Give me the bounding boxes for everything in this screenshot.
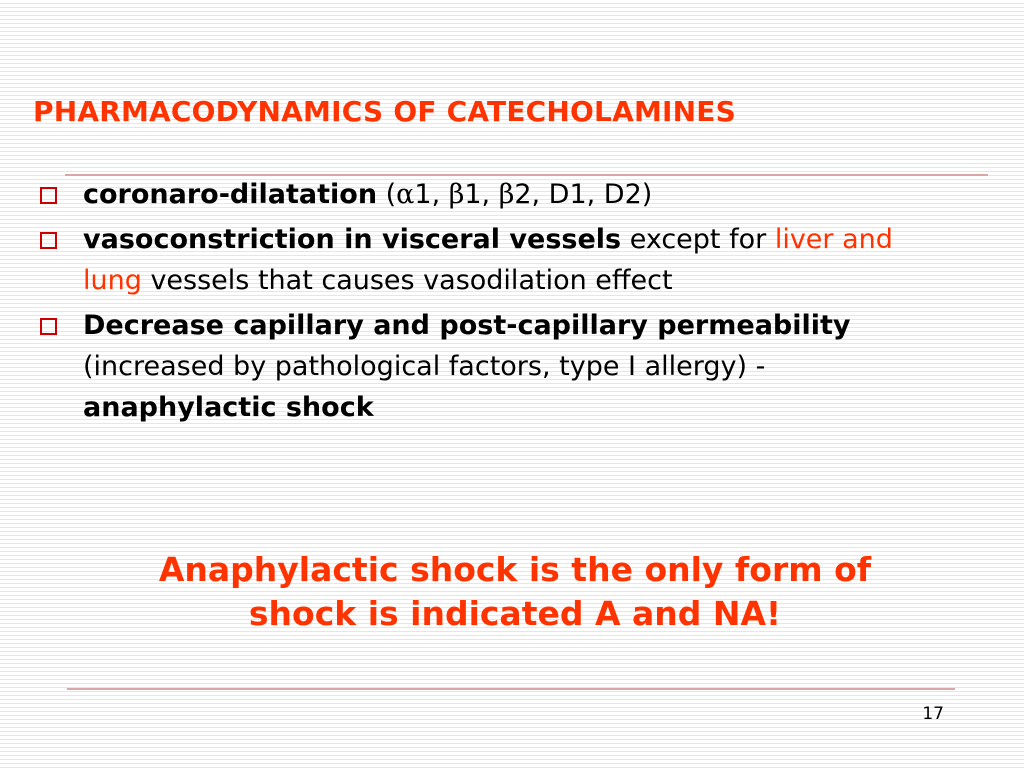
bullet-highlighted-text: liver and lung bbox=[83, 224, 893, 296]
alpha-symbol: α bbox=[396, 179, 415, 210]
bullet-text: except for bbox=[621, 224, 775, 255]
bullet-text: 1, bbox=[464, 179, 499, 210]
bullet-bold-text: anaphylactic shock bbox=[83, 392, 374, 423]
hollow-square-icon bbox=[40, 318, 57, 335]
bullet-bold-text: Decrease capillary and post-capillary permeability bbox=[83, 310, 851, 341]
bullet-text: ( bbox=[377, 179, 397, 210]
page-number: 17 bbox=[922, 704, 944, 724]
highlight-line: shock is indicated A and NA! bbox=[248, 594, 782, 633]
bullet-bold-text: coronaro-dilatation bbox=[83, 179, 378, 210]
bullet-coronaro-dilatation bbox=[36, 174, 936, 215]
bullet-bold-text: vasoconstriction in visceral vessels bbox=[83, 224, 622, 255]
bullet-text: (increased by pathological factors, type I allergy) - bbox=[83, 351, 766, 382]
hollow-square-icon bbox=[40, 187, 57, 204]
slide-title: PHARMACODYNAMICS OF CATECHOLAMINES bbox=[33, 95, 736, 128]
bullet-text: 1, bbox=[414, 179, 449, 210]
highlight-statement bbox=[60, 548, 970, 636]
hollow-square-icon bbox=[40, 232, 57, 249]
bullet-text: vessels that causes vasodilation effect bbox=[141, 265, 673, 296]
bullet-list bbox=[36, 174, 936, 432]
bullet-permeability bbox=[36, 305, 936, 428]
highlight-line: Anaphylactic shock is the only form of bbox=[158, 550, 872, 589]
beta-symbol: β bbox=[498, 179, 515, 210]
footer-divider bbox=[67, 688, 955, 690]
bullet-text: 2, D1, D2) bbox=[514, 179, 653, 210]
bullet-vasoconstriction bbox=[36, 219, 936, 301]
beta-symbol: β bbox=[448, 179, 465, 210]
